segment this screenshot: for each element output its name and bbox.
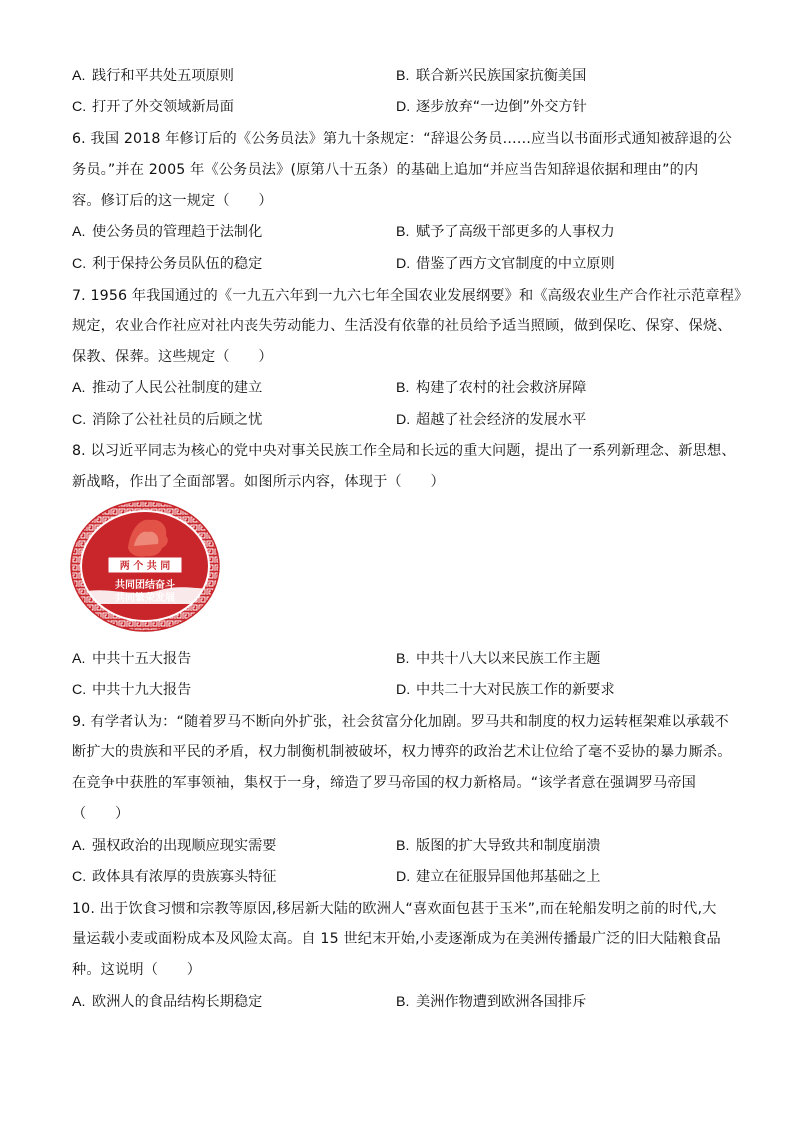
q7-stem-line: 规定，农业合作社应对社内丧失劳动能力、生活没有依靠的社员给予适当照顾，做到保吃、保穿、保烧、 (72, 318, 732, 334)
emblem-line-2: 共同繁荣发展 (115, 593, 175, 604)
q8-stem-line: 新战略，作出了全面部署。如图所示内容，体现于（ ） (72, 474, 445, 490)
q9-stem-line: 在竞争中获胜的军事领袖，集权于一身，缔造了罗马帝国的权力新格局。“该学者意在强调罗马帝国 (72, 775, 697, 791)
q9-option-a[interactable]: A. 强权政治的出现顺应现实需要 (72, 838, 277, 854)
q10-stem-line: 量运载小麦或面粉成本及风险太高。自 15 世纪末开始,小麦逐渐成为在美洲传播最广泛的旧大陆粮食品 (72, 931, 721, 947)
q10-stem-line: 种。这说明（ ） (72, 962, 202, 978)
q7-option-d[interactable]: D. 超越了社会经济的发展水平 (396, 412, 587, 428)
q6-option-d[interactable]: D. 借鉴了西方文官制度的中立原则 (396, 256, 615, 272)
q5-option-b[interactable]: B. 联合新兴民族国家抗衡美国 (396, 68, 587, 84)
q10-option-b[interactable]: B. 美洲作物遭到欧洲各国排斥 (396, 994, 587, 1010)
q7-option-b[interactable]: B. 构建了农村的社会救济屏障 (396, 380, 587, 396)
q9-option-b[interactable]: B. 版图的扩大导致共和制度崩溃 (396, 838, 601, 854)
q7-option-c[interactable]: C. 消除了公社社员的后顾之忧 (72, 412, 263, 428)
q8-option-a[interactable]: A. 中共十五大报告 (72, 651, 192, 667)
q8-stem-line: 8. 以习近平同志为核心的党中央对事关民族工作全局和长远的重大问题，提出了一系列新理念、新思想、 (72, 443, 736, 459)
q6-stem-line: 6. 我国 2018 年修订后的《公务员法》第九十条规定：“辞退公务员……应当以书面形式通知被辞退的公 (72, 131, 732, 147)
q9-stem-line: （ ） (72, 806, 130, 822)
two-commons-emblem (70, 500, 220, 632)
q6-stem-line: 容。修订后的这一规定（ ） (72, 193, 273, 209)
q6-option-c[interactable]: C. 利于保持公务员队伍的稳定 (72, 256, 263, 272)
q7-option-a[interactable]: A. 推动了人民公社制度的建立 (72, 380, 263, 396)
emblem-banner-text: 两 个 共 同 (119, 561, 171, 572)
q9-option-d[interactable]: D. 建立在征服异国他邦基础之上 (396, 869, 601, 885)
q6-option-b[interactable]: B. 赋予了高级干部更多的人事权力 (396, 224, 615, 240)
q7-stem-line: 7. 1956 年我国通过的《一九五六年到一九六七年全国农业发展纲要》和《高级农业生产合作社示范章程》 (72, 288, 749, 304)
q9-option-c[interactable]: C. 政体具有浓厚的贵族寡头特征 (72, 869, 277, 885)
q6-option-a[interactable]: A. 使公务员的管理趋于法制化 (72, 224, 263, 240)
q10-stem-line: 10. 出于饮食习惯和宗教等原因,移居新大陆的欧洲人“喜欢面包甚于玉米”,而在轮船发明之前的时代,大 (72, 901, 717, 917)
q8-option-b[interactable]: B. 中共十八大以来民族工作主题 (396, 651, 601, 667)
q9-stem-line: 断扩大的贵族和平民的矛盾，权力制衡机制被破坏，权力博弈的政治艺术让位给了毫不妥协的暴力厮杀。 (72, 744, 732, 760)
q8-option-c[interactable]: C. 中共十九大报告 (72, 682, 192, 698)
q9-stem-line: 9. 有学者认为：“随着罗马不断向外扩张，社会贫富分化加剧。罗马共和制度的权力运转框架难以承载不 (72, 714, 729, 730)
q5-option-c[interactable]: C. 打开了外交领域新局面 (72, 99, 234, 115)
q8-option-d[interactable]: D. 中共二十大对民族工作的新要求 (396, 682, 615, 698)
q6-stem-line: 务员。”并在 2005 年《公务员法》(原第八十五条）的基础上追加“并应当告知辞退依据和理由”的内 (72, 162, 699, 178)
q7-stem-line: 保教、保葬。这些规定（ ） (72, 349, 273, 365)
q10-option-a[interactable]: A. 欧洲人的食品结构长期稳定 (72, 994, 263, 1010)
q5-option-a[interactable]: A. 践行和平共处五项原则 (72, 68, 234, 84)
emblem-line-1: 共同团结奋斗 (115, 580, 175, 591)
q5-option-d[interactable]: D. 逐步放弃“一边倒”外交方针 (396, 99, 587, 115)
